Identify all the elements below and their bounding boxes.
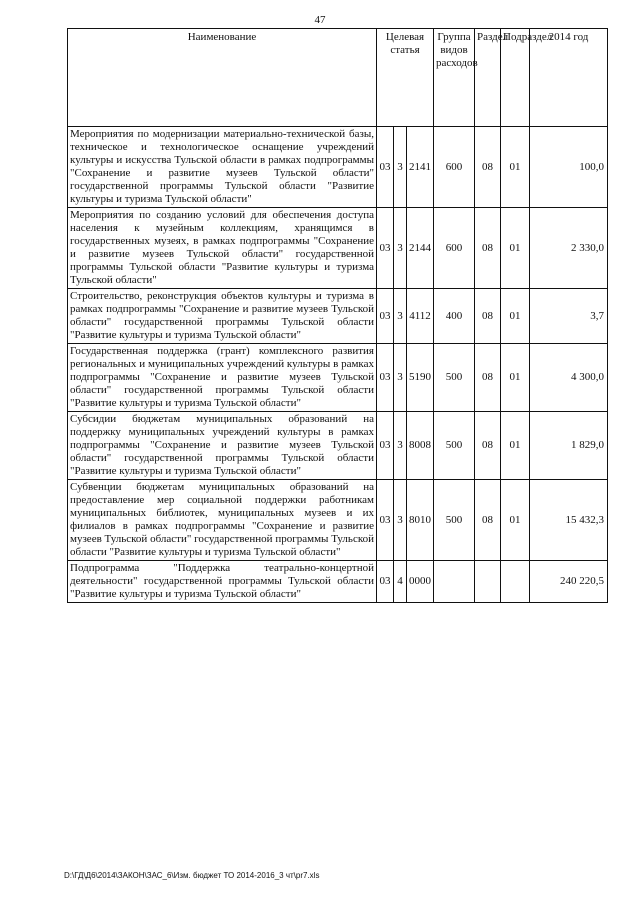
section-cell: 08 [475, 208, 501, 289]
row-name: Строительство, реконструкция объектов культуры и туризма в рамках подпрограммы "Сохранение и развитие музеев Тульской области" государственной программы Тульской области "Развитие культуры и туризма Тульской области" [68, 289, 377, 344]
header-section: Раздел [475, 29, 501, 127]
section-cell: 08 [475, 412, 501, 480]
target-article-part1: 03 [377, 127, 394, 208]
file-path-footer: D:\ГД\Д6\2014\ЗАКОН\ЗАС_6\Изм. бюджет ТО 2014-2016_3 чт\pr7.xls [64, 871, 320, 880]
expense-group-cell: 500 [434, 480, 475, 561]
table-row [68, 127, 608, 208]
amount-cell: 15 432,3 [530, 480, 608, 561]
expense-group-cell [434, 561, 475, 603]
subsection-cell [501, 561, 530, 603]
table-row [68, 561, 608, 603]
subsection-cell: 01 [501, 127, 530, 208]
target-article-part2: 3 [394, 344, 407, 412]
expense-group-cell: 600 [434, 127, 475, 208]
subsection-cell: 01 [501, 344, 530, 412]
page-number: 47 [314, 14, 326, 26]
target-article-part3: 8010 [407, 480, 434, 561]
header-name: Наименование [68, 29, 377, 127]
target-article-part3: 2141 [407, 127, 434, 208]
target-article-part2: 3 [394, 480, 407, 561]
target-article-part1: 03 [377, 412, 394, 480]
amount-cell: 3,7 [530, 289, 608, 344]
target-article-part2: 3 [394, 289, 407, 344]
table-row [68, 480, 608, 561]
section-cell: 08 [475, 127, 501, 208]
section-cell: 08 [475, 344, 501, 412]
target-article-part1: 03 [377, 561, 394, 603]
section-cell: 08 [475, 480, 501, 561]
row-name: Мероприятия по созданию условий для обеспечения доступа населения к музейным коллекциям, хранящимся в государственных музеях, в рамках подпрограммы "Сохранение и развитие музеев Тульской области" государственной программы Тульской области "Развитие культуры и туризма Тульской области" [68, 208, 377, 289]
amount-cell: 4 300,0 [530, 344, 608, 412]
row-name: Субвенции бюджетам муниципальных образований на предоставление мер социальной поддержки работникам муниципальных библиотек, муниципальных музеев и их филиалов в рамках подпрограммы "Сохранение и развитие музеев Тульской области" государственной программы Тульской области "Развитие культуры и туризма Тульской области" [68, 480, 377, 561]
row-name: Подпрограмма "Поддержка театрально-концертной деятельности" государственной программы Тульской области "Развитие культуры и туризма Тульской области" [68, 561, 377, 603]
table-row [68, 289, 608, 344]
expense-group-cell: 500 [434, 344, 475, 412]
subsection-cell: 01 [501, 289, 530, 344]
table-row [68, 208, 608, 289]
target-article-part3: 5190 [407, 344, 434, 412]
target-article-part1: 03 [377, 289, 394, 344]
row-name: Мероприятия по модернизации материально-технической базы, техническое и технологическое оснащение учреждений культуры и искусства Тульской области в рамках подпрограммы "Сохранение и развитие музеев Тульской области" государственной программы Тульской области "Развитие культуры и туризма Тульской области" [68, 127, 377, 208]
expense-group-cell: 600 [434, 208, 475, 289]
row-name: Субсидии бюджетам муниципальных образований на поддержку муниципальных учреждений культуры в рамках подпрограммы "Сохранение и развитие музеев Тульской области" государственной программы Тульской области "Развитие культуры и туризма Тульской области" [68, 412, 377, 480]
target-article-part3: 2144 [407, 208, 434, 289]
amount-cell: 100,0 [530, 127, 608, 208]
target-article-part1: 03 [377, 480, 394, 561]
subsection-cell: 01 [501, 412, 530, 480]
table-body [68, 127, 608, 603]
target-article-part3: 4112 [407, 289, 434, 344]
section-cell [475, 561, 501, 603]
target-article-part2: 3 [394, 208, 407, 289]
header-target-article: Целевая статья [377, 29, 434, 127]
target-article-part1: 03 [377, 208, 394, 289]
amount-cell: 1 829,0 [530, 412, 608, 480]
target-article-part3: 0000 [407, 561, 434, 603]
table-header-row [68, 29, 608, 127]
expense-group-cell: 500 [434, 412, 475, 480]
amount-cell: 2 330,0 [530, 208, 608, 289]
target-article-part2: 3 [394, 127, 407, 208]
header-subsection: Подраздел [501, 29, 530, 127]
section-cell: 08 [475, 289, 501, 344]
target-article-part1: 03 [377, 344, 394, 412]
expense-group-cell: 400 [434, 289, 475, 344]
table-row [68, 412, 608, 480]
table-row [68, 344, 608, 412]
target-article-part3: 8008 [407, 412, 434, 480]
subsection-cell: 01 [501, 208, 530, 289]
budget-table [67, 28, 608, 603]
header-expense-group: Группа видов расходов [434, 29, 475, 127]
target-article-part2: 3 [394, 412, 407, 480]
amount-cell: 240 220,5 [530, 561, 608, 603]
header-year: 2014 год [530, 29, 608, 127]
target-article-part2: 4 [394, 561, 407, 603]
row-name: Государственная поддержка (грант) комплексного развития региональных и муниципальных учреждений культуры в рамках подпрограммы "Сохранение и развитие музеев Тульской области" государственной программы Тульской области "Развитие культуры и туризма Тульской области" [68, 344, 377, 412]
subsection-cell: 01 [501, 480, 530, 561]
